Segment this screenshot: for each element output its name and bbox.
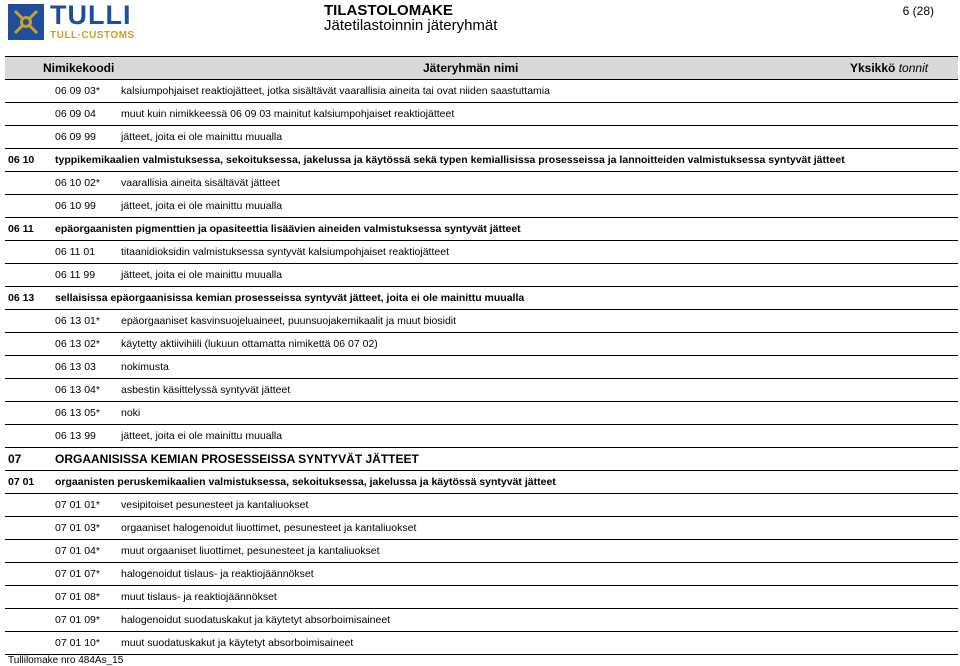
row-code: 07 01 09*: [55, 614, 100, 626]
customs-emblem-icon: [8, 4, 44, 40]
row-code: 07 01 10*: [55, 637, 100, 649]
row-code: 06 13 03: [55, 361, 96, 373]
table-row: [5, 287, 958, 310]
table-row: [5, 425, 958, 448]
table-row: [5, 103, 958, 126]
row-name: titaanidioksidin valmistuksessa syntyvät kalsiumpohjaiset reaktiojätteet: [121, 246, 449, 258]
table-row: [5, 540, 958, 563]
row-code: 07 01: [8, 476, 35, 488]
row-code: 07 01 07*: [55, 568, 100, 580]
row-name: sellaisissa epäorgaanisissa kemian prosesseissa syntyvät jätteet, joita ei ole mainittu muualla: [55, 292, 525, 304]
column-header-code: Nimikekoodi: [43, 61, 115, 75]
document-subtitle: Jätetilastoinnin jäteryhmät: [324, 17, 498, 34]
table-body: [0, 80, 960, 655]
row-name: vesipitoiset pesunesteet ja kantaliuokset: [121, 499, 309, 511]
row-code: 06 09 99: [55, 131, 96, 143]
row-code: 06 11 99: [55, 269, 96, 281]
row-name: kalsiumpohjaiset reaktiojätteet, jotka sisältävät vaarallisia aineita tai ovat niiden saastuttamia: [121, 85, 550, 97]
row-name: muut kuin nimikkeessä 06 09 03 mainitut kalsiumpohjaiset reaktiojätteet: [121, 108, 455, 120]
table-row: [5, 149, 958, 172]
row-name: käytetty aktiivihiili (lukuun ottamatta nimikettä 06 07 02): [121, 338, 378, 350]
table-row: [5, 609, 958, 632]
table-row: [5, 517, 958, 540]
form-number: Tullilomake nro 484As_15: [8, 655, 124, 666]
tulli-logo: [8, 2, 200, 42]
row-code: 06 13: [8, 292, 35, 304]
row-code: 06 09 04: [55, 108, 96, 120]
page-header: [0, 0, 960, 50]
table-row: [5, 632, 958, 655]
row-name: muut orgaaniset liuottimet, pesunesteet ja kantaliuokset: [121, 545, 380, 557]
row-code: 06 13 04*: [55, 384, 100, 396]
row-name: typpikemikaalien valmistuksessa, sekoituksessa, jakelussa ja käytössä sekä typen kemiallisissa prosesseissa ja lannoitteiden valmistuksessa syntyvät jätteet: [55, 154, 845, 166]
row-name: orgaanisten peruskemikaalien valmistuksessa, sekoituksessa, jakelussa ja käytössä syntyvät jätteet: [55, 476, 556, 488]
row-name: nokimusta: [121, 361, 169, 373]
table-row: [5, 356, 958, 379]
row-name: jätteet, joita ei ole mainittu muualla: [121, 200, 283, 212]
row-code: 07 01 03*: [55, 522, 100, 534]
row-code: 06 13 99: [55, 430, 96, 442]
row-code: 06 13 05*: [55, 407, 100, 419]
row-code: 07 01 04*: [55, 545, 100, 557]
table-row: [5, 586, 958, 609]
logo-tagline-text: TULL·CUSTOMS: [50, 30, 135, 41]
row-code: 07: [8, 452, 22, 466]
table-row: [5, 333, 958, 356]
row-name: muut suodatuskakut ja käytetyt absorboimisaineet: [121, 637, 354, 649]
column-header-name: Jäteryhmän nimi: [423, 61, 519, 75]
row-code: 07 01 01*: [55, 499, 100, 511]
row-name: halogenoidut suodatuskakut ja käytetyt absorboimisaineet: [121, 614, 391, 626]
page-number: 6 (28): [902, 4, 934, 18]
table-row: [5, 471, 958, 494]
row-code: 06 11 01: [55, 246, 96, 258]
table-row: [5, 310, 958, 333]
row-name: ORGAANISISSA KEMIAN PROSESSEISSA SYNTYVÄT JÄTTEET: [55, 452, 419, 466]
row-name: muut tislaus- ja reaktiojäännökset: [121, 591, 277, 603]
row-code: 06 13 01*: [55, 315, 100, 327]
row-name: halogenoidut tislaus- ja reaktiojäännökset: [121, 568, 314, 580]
table-row: [5, 241, 958, 264]
row-code: 06 10: [8, 154, 35, 166]
table-row: [5, 126, 958, 149]
row-code: 06 10 02*: [55, 177, 100, 189]
document-title: TILASTOLOMAKE: [324, 2, 453, 19]
table-row: [5, 379, 958, 402]
row-code: 06 09 03*: [55, 85, 100, 97]
row-name: noki: [121, 407, 141, 419]
table-row: [5, 494, 958, 517]
table-row: [5, 195, 958, 218]
column-header-unit: Yksikkö tonnit: [850, 61, 929, 75]
row-code: 06 10 99: [55, 200, 96, 212]
table-row: [5, 448, 958, 471]
logo-brand-text: TULLI: [50, 0, 132, 30]
row-name: orgaaniset halogenoidut liuottimet, pesunesteet ja kantaliuokset: [121, 522, 417, 534]
row-name: asbestin käsittelyssä syntyvät jätteet: [121, 384, 291, 396]
row-name: vaarallisia aineita sisältävät jätteet: [121, 177, 280, 189]
table-row: [5, 80, 958, 103]
row-code: 06 11: [8, 223, 34, 235]
row-name: jätteet, joita ei ole mainittu muualla: [121, 131, 283, 143]
table-row: [5, 264, 958, 287]
waste-group-table: [0, 56, 960, 655]
row-code: 07 01 08*: [55, 591, 100, 603]
table-header: [5, 56, 958, 80]
table-row: [5, 563, 958, 586]
row-name: epäorgaaniset kasvinsuojeluaineet, puunsuojakemikaalit ja muut biosidit: [121, 315, 457, 327]
row-code: 06 13 02*: [55, 338, 100, 350]
row-name: jätteet, joita ei ole mainittu muualla: [121, 269, 283, 281]
table-row: [5, 402, 958, 425]
row-name: epäorgaanisten pigmenttien ja opasiteettia lisäävien aineiden valmistuksessa syntyvät jätteet: [55, 223, 521, 235]
table-row: [5, 218, 958, 241]
table-row: [5, 172, 958, 195]
row-name: jätteet, joita ei ole mainittu muualla: [121, 430, 283, 442]
